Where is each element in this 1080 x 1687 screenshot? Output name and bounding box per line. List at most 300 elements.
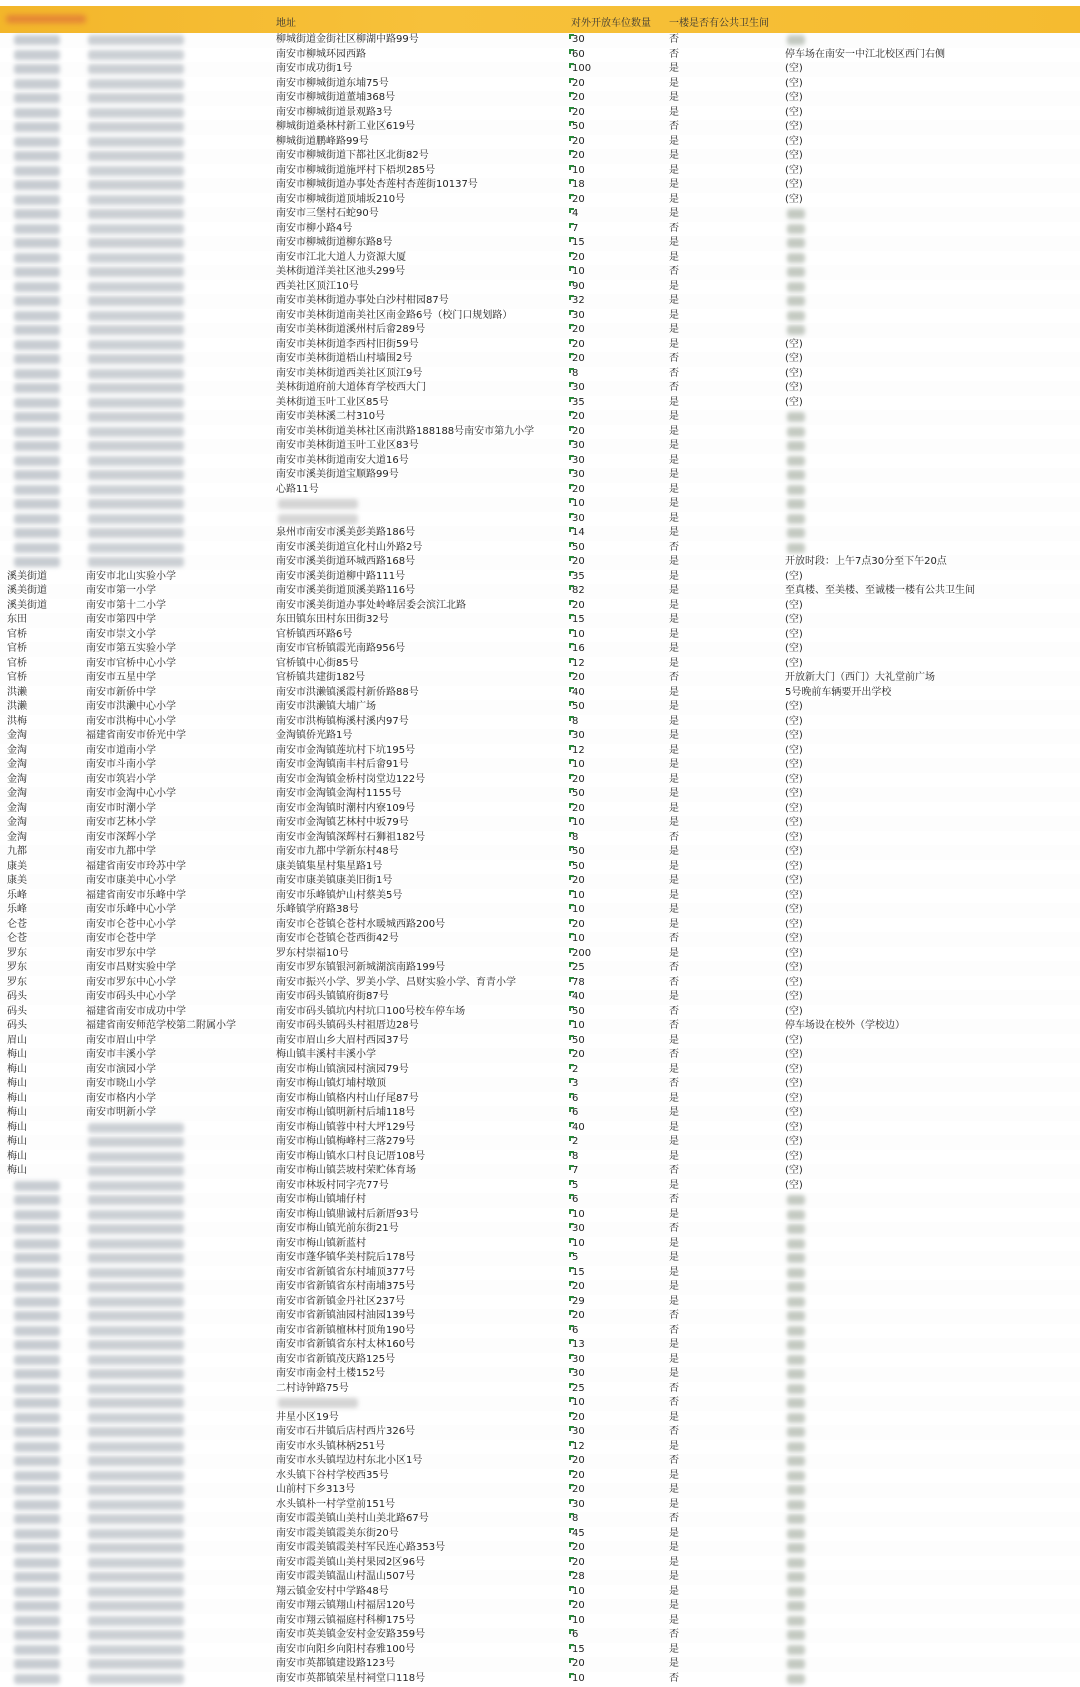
cell-address: 南安市柳城环园西路 [276,48,366,60]
redacted-cell [787,1442,805,1452]
table-row [0,367,1080,382]
cell-note: (空) [785,396,803,408]
table-row [0,1266,1080,1281]
cell-address: 南安市仑苍镇仑苍西街42号 [276,933,399,944]
table-row [0,1672,1080,1687]
redacted-cell [787,1558,805,1568]
redacted-cell [787,1601,805,1611]
cell-note: (空) [785,773,803,785]
cell-town: 官桥 [7,628,27,640]
redacted-cell [787,1645,805,1655]
redacted-cell [14,1224,60,1234]
redacted-cell [787,1500,805,1510]
table-row [0,1121,1080,1136]
redacted-cell [787,1340,805,1350]
cell-address: 南安市梅山镇水口村良记厝108号 [276,1150,426,1162]
cell-public-toilet: 是 [669,1295,679,1307]
table-row [0,1092,1080,1107]
cell-note: (空) [785,947,803,959]
cell-address: 心路11号 [276,483,319,495]
redacted-cell [14,1471,60,1481]
redacted-cell [787,1282,805,1292]
cell-note: (空) [785,643,803,654]
cell-public-toilet: 否 [669,1426,679,1437]
cell-public-toilet: 是 [669,1034,679,1046]
cell-town: 金淘 [7,831,27,843]
table-body [0,33,1080,1686]
cell-town: 洪濑 [7,701,27,712]
cell-note: (空) [785,831,803,843]
cell-town: 罗东 [7,947,27,959]
cell-open-spaces: 15 [569,236,659,251]
cell-open-spaces: 30 [569,381,659,396]
cell-school: 南安市眉山中学 [86,1034,156,1046]
cell-open-spaces: 40 [569,990,659,1005]
redacted-cell [14,1442,60,1452]
cell-address: 泉州市南安市溪美彭美路186号 [276,527,416,538]
cell-address: 南安市省新镇油园村油园139号 [276,1310,416,1321]
cell-note: (空) [785,193,803,205]
cell-open-spaces: 4 [569,207,659,222]
cell-address: 翔云镇金安村中学路48号 [276,1585,389,1597]
table-row [0,1164,1080,1179]
cell-public-toilet: 是 [669,1208,679,1220]
cell-note: (空) [785,817,803,828]
cell-address: 南安市梅山镇梅峰村三落279号 [276,1136,416,1147]
cell-note: (空) [785,802,803,814]
redacted-cell [14,412,60,422]
cell-note: (空) [785,599,803,611]
cell-town: 洪梅 [7,715,27,727]
cell-open-spaces: 82 [569,584,659,599]
redacted-cell [88,1514,184,1524]
cell-public-toilet: 否 [669,34,679,45]
cell-public-toilet: 是 [669,396,679,408]
redacted-cell [787,1514,805,1524]
redacted-cell [88,1152,184,1162]
cell-note: (空) [785,92,803,103]
redacted-cell [14,1616,60,1626]
redacted-cell [88,1659,184,1669]
cell-note: (空) [785,1063,803,1075]
table-row [0,729,1080,744]
table-row [0,1469,1080,1484]
redacted-cell [14,238,60,248]
cell-school: 南安市明新小学 [86,1107,156,1118]
cell-address: 南安市霞美镇温山村温山507号 [276,1571,416,1582]
cell-public-toilet: 是 [669,918,679,930]
cell-note: (空) [785,875,803,886]
header-open-spaces: 对外开放车位数量 [571,18,651,29]
cell-open-spaces: 30 [569,454,659,469]
cell-public-toilet: 是 [669,1585,679,1597]
redacted-cell [787,1297,805,1307]
redacted-cell [787,1195,805,1205]
cell-address: 美林街道玉叶工业区85号 [276,396,389,408]
cell-address: 南安市码头镇坑内村坑口100号校车停车场 [276,1005,466,1017]
redacted-cell [787,470,805,480]
redacted-cell [14,427,60,437]
cell-public-toilet: 是 [669,280,679,292]
table-row [0,1208,1080,1223]
redacted-cell [14,340,60,350]
redacted-cell [14,398,60,408]
table-row [0,1309,1080,1324]
cell-school: 南安市第十二小学 [86,599,166,611]
redacted-cell [787,427,805,437]
cell-public-toilet: 是 [669,251,679,263]
cell-note: (空) [785,860,803,872]
cell-public-toilet: 否 [669,1513,679,1524]
table-row [0,1295,1080,1310]
table-row [0,1019,1080,1034]
cell-open-spaces: 30 [569,1367,659,1382]
cell-public-toilet: 是 [669,875,679,886]
table-row [0,1599,1080,1614]
redacted-cell [14,1572,60,1582]
cell-open-spaces: 50 [569,1034,659,1049]
redacted-cell [14,557,60,567]
table-row [0,1527,1080,1542]
table-row [0,1324,1080,1339]
redacted-cell [88,195,184,205]
cell-open-spaces: 20 [569,323,659,338]
table-row [0,1628,1080,1643]
redacted-cell [88,383,184,393]
redacted-cell [88,79,184,89]
cell-address: 金淘镇侨光路1号 [276,730,353,741]
redacted-cell [88,1442,184,1452]
cell-open-spaces: 20 [569,149,659,164]
redacted-cell [88,93,184,103]
cell-public-toilet: 是 [669,208,679,219]
cell-school: 南安市五星中学 [86,672,156,683]
cell-note: (空) [785,889,803,901]
redacted-cell [88,1181,184,1191]
cell-open-spaces: 30 [569,439,659,454]
table-row [0,932,1080,947]
cell-address: 水头镇下谷村学校西35号 [276,1469,389,1481]
cell-town: 金淘 [7,802,27,814]
cell-address: 官桥镇西环路6号 [276,628,353,640]
cell-open-spaces: 6 [569,1092,659,1107]
cell-public-toilet: 否 [669,541,679,553]
table-row [0,338,1080,353]
cell-open-spaces: 32 [569,294,659,309]
table-row [0,1454,1080,1469]
cell-open-spaces: 20 [569,773,659,788]
cell-note: (空) [785,962,803,973]
cell-public-toilet: 是 [669,63,679,74]
table-row [0,1411,1080,1426]
cell-public-toilet: 是 [669,860,679,872]
cell-school: 南安市第五实验小学 [86,643,176,654]
cell-public-toilet: 是 [669,556,679,567]
cell-public-toilet: 是 [669,570,679,582]
cell-note: (空) [785,628,803,640]
table-row [0,802,1080,817]
cell-note: (空) [785,63,803,74]
table-row [0,961,1080,976]
redacted-cell [14,383,60,393]
cell-school: 南安市斗南小学 [86,759,156,770]
redacted-cell [787,1355,805,1365]
redacted-cell [88,1500,184,1510]
redacted-cell [88,1239,184,1249]
cell-public-toilet: 否 [669,1397,679,1408]
table-row [0,1280,1080,1295]
cell-note: (空) [785,1150,803,1162]
cell-town: 梅山 [7,1121,27,1133]
cell-note: (空) [785,1121,803,1133]
cell-open-spaces: 7 [569,1164,659,1179]
cell-school: 南安市码头中心小学 [86,991,176,1002]
redacted-cell [14,93,60,103]
redacted-cell [14,1398,60,1408]
cell-public-toilet: 是 [669,802,679,814]
cell-open-spaces: 10 [569,497,659,512]
cell-public-toilet: 是 [669,498,679,509]
table-row [0,483,1080,498]
cell-public-toilet: 是 [669,454,679,466]
cell-public-toilet: 否 [669,382,679,393]
cell-public-toilet: 是 [669,991,679,1002]
redacted-cell [787,35,805,45]
cell-open-spaces: 10 [569,1672,659,1687]
redacted-cell [88,1413,184,1423]
table-row [0,1251,1080,1266]
redacted-cell [14,267,60,277]
table-row [0,265,1080,280]
cell-public-toilet: 是 [669,1063,679,1075]
redacted-cell [787,325,805,335]
redacted-cell [88,1355,184,1365]
cell-open-spaces: 20 [569,483,659,498]
table-row [0,1338,1080,1353]
table-row [0,700,1080,715]
cell-address: 南安市溪美街道环城西路168号 [276,556,416,567]
redacted-cell [88,1398,184,1408]
cell-public-toilet: 是 [669,889,679,901]
cell-address: 南安市溪美街道宝顺路99号 [276,469,399,480]
cell-address: 南安市省新镇茂庆路125号 [276,1353,396,1365]
cell-address: 南安市乐峰镇炉山村蔡美5号 [276,889,403,901]
table-row [0,1179,1080,1194]
cell-town: 官桥 [7,643,27,654]
cell-open-spaces: 8 [569,715,659,730]
redacted-cell [14,1601,60,1611]
cell-public-toilet: 是 [669,1614,679,1626]
table-row [0,1512,1080,1527]
cell-town: 金淘 [7,773,27,785]
redacted-cell [787,1311,805,1321]
redacted-cell [88,122,184,132]
cell-town: 罗东 [7,976,27,988]
cell-note: (空) [785,353,803,364]
cell-open-spaces: 20 [569,1454,659,1469]
cell-public-toilet: 是 [669,1498,679,1510]
cell-public-toilet: 否 [669,962,679,973]
redacted-cell [14,35,60,45]
redacted-cell [14,1674,60,1684]
cell-public-toilet: 否 [669,976,679,988]
cell-open-spaces: 10 [569,1614,659,1629]
cell-address: 南安市省新镇省东村太林160号 [276,1339,416,1350]
redacted-cell [14,166,60,176]
cell-school: 南安市新侨中学 [86,686,156,698]
cell-school: 南安市丰溪小学 [86,1049,156,1060]
redacted-cell [88,1471,184,1481]
cell-public-toilet: 是 [669,715,679,727]
cell-address: 南安市霞美镇霞美东街20号 [276,1527,399,1539]
table-row [0,207,1080,222]
redacted-cell [14,253,60,263]
cell-note: (空) [785,1078,803,1089]
table-row [0,1222,1080,1237]
cell-address: 南安市溪美街道办事处岭峰居委会滨江北路 [276,599,466,611]
redacted-cell [88,1427,184,1437]
redacted-cell [787,499,805,509]
cell-address: 南安市溪美街道顶溪美路116号 [276,585,416,596]
redacted-cell [88,1572,184,1582]
cell-public-toilet: 是 [669,324,679,335]
cell-address: 南安市三堡村石蛇90号 [276,208,379,219]
redacted-cell [88,1587,184,1597]
cell-note: (空) [785,77,803,89]
redacted-cell [88,311,184,321]
table-row [0,947,1080,962]
table-row [0,1150,1080,1165]
cell-public-toilet: 是 [669,527,679,538]
cell-town: 洪濑 [7,686,27,698]
cell-open-spaces: 20 [569,410,659,425]
cell-address: 梅山镇丰溪村丰溪小学 [276,1049,376,1060]
cell-open-spaces: 100 [569,62,659,77]
redacted-cell [14,1630,60,1640]
cell-public-toilet: 是 [669,469,679,480]
cell-public-toilet: 是 [669,730,679,741]
redacted-cell [14,64,60,74]
redacted-cell [88,64,184,74]
table-row [0,1353,1080,1368]
table-row [0,990,1080,1005]
cell-town: 罗东 [7,962,27,973]
redacted-cell [88,528,184,538]
table-row [0,1382,1080,1397]
cell-open-spaces: 10 [569,932,659,947]
cell-open-spaces: 10 [569,889,659,904]
redacted-cell [88,1224,184,1234]
table-row [0,1193,1080,1208]
redacted-cell [14,1485,60,1495]
cell-address: 南安市霞美镇山美村果园2区96号 [276,1556,426,1568]
cell-open-spaces: 29 [569,1295,659,1310]
cell-open-spaces: 5 [569,1251,659,1266]
table-row [0,642,1080,657]
redacted-cell [14,1500,60,1510]
table-row [0,497,1080,512]
redacted-cell [14,441,60,451]
redacted-cell [14,369,60,379]
cell-address: 南安市金淘镇艺林村中坂79号 [276,817,409,828]
redacted-cell [14,1239,60,1249]
redacted-cell [14,195,60,205]
redacted-cell [88,1326,184,1336]
redacted-cell [88,1340,184,1350]
cell-note: (空) [785,1005,803,1017]
redacted-cell [88,1543,184,1553]
table-row [0,816,1080,831]
cell-address: 柳城街道金街社区柳湖中路99号 [276,34,419,45]
cell-address: 南安市洪濑镇溪霞村新侨路88号 [276,686,419,698]
cell-town: 仑苍 [7,933,27,944]
table-row [0,106,1080,121]
redacted-cell [88,1123,184,1133]
table-row [0,439,1080,454]
table-row [0,454,1080,469]
cell-town: 码头 [7,1020,27,1031]
redacted-cell [787,1630,805,1640]
cell-town: 码头 [7,1005,27,1017]
cell-note: (空) [785,759,803,770]
table-row [0,410,1080,425]
cell-open-spaces: 8 [569,1150,659,1165]
cell-open-spaces: 15 [569,613,659,628]
redacted-cell [14,1355,60,1365]
table-row [0,178,1080,193]
cell-open-spaces: 20 [569,1048,659,1063]
cell-note: (空) [785,904,803,915]
cell-address: 南安市林坂村同字壳77号 [276,1179,389,1191]
cell-open-spaces: 25 [569,961,659,976]
cell-town: 眉山 [7,1034,27,1046]
redacted-cell [14,1529,60,1539]
cell-school: 福建省南安市玲苏中学 [86,860,186,872]
cell-public-toilet: 是 [669,657,679,669]
redacted-cell [14,354,60,364]
cell-note: (空) [785,933,803,944]
redacted-cell [88,296,184,306]
cell-public-toilet: 否 [669,1049,679,1060]
cell-public-toilet: 是 [669,1107,679,1118]
cell-address: 南安市美林街道办事处白沙村柑园87号 [276,295,449,306]
redacted-cell [14,1210,60,1220]
table-row [0,628,1080,643]
cell-open-spaces: 20 [569,106,659,121]
cell-address: 南安市柳城街道施坪村下梧坝285号 [276,164,436,176]
cell-public-toilet: 是 [669,1252,679,1263]
cell-town: 仑苍 [7,918,27,930]
cell-note: (空) [785,991,803,1002]
redacted-cell [88,557,184,567]
cell-town: 梅山 [7,1107,27,1118]
cell-school: 南安市第一小学 [86,585,156,596]
cell-public-toilet: 是 [669,904,679,915]
header-public-toilet: 一楼是否有公共卫生间 [669,18,769,29]
redacted-cell [88,35,184,45]
cell-open-spaces: 30 [569,729,659,744]
cell-public-toilet: 是 [669,1658,679,1669]
redacted-cell [88,354,184,364]
redacted-cell [14,1311,60,1321]
redacted-cell [88,282,184,292]
cell-address: 南安市美林街道溪州村后畲289号 [276,324,426,335]
cell-open-spaces: 35 [569,396,659,411]
redacted-header-text [6,15,86,23]
cell-open-spaces: 15 [569,1643,659,1658]
cell-open-spaces: 20 [569,1483,659,1498]
cell-address: 南安市金淘镇金淘村1155号 [276,788,402,799]
